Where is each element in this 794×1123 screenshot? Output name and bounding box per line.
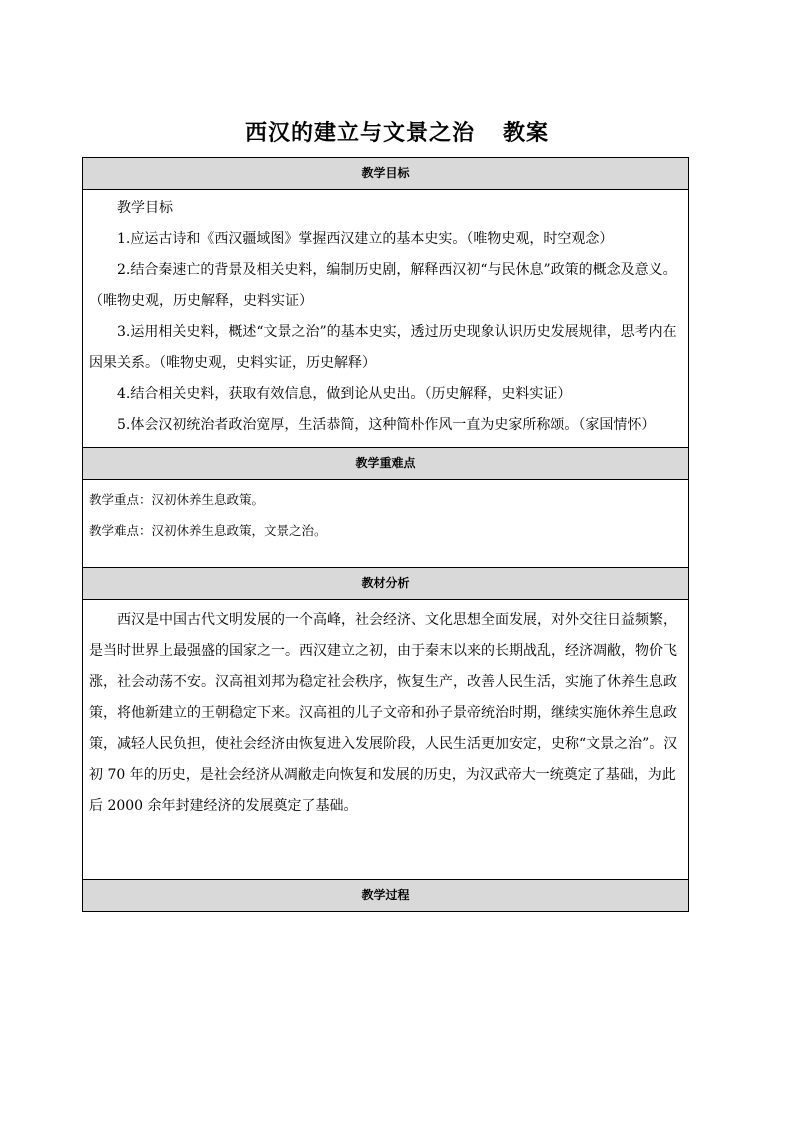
goals-line: 4.结合相关史料，获取有效信息，做到论从史出。（历史解释，史料实证） xyxy=(117,386,572,402)
goals-line: 教学目标 xyxy=(117,200,173,216)
title-main: 西汉的建立与文景之治 xyxy=(244,121,475,146)
keypoints-header: 教学重难点 xyxy=(83,448,688,480)
difficult-point: 教学难点：汉初休养生息政策，文景之治。 xyxy=(89,523,327,538)
title-suffix: 教案 xyxy=(503,121,550,146)
goals-line: 2.结合秦速亡的背景及相关史料，编制历史剧，解释西汉初“与民休息”政策的概念及意义。（唯物史观，历史解释，史料实证） xyxy=(89,262,677,309)
lesson-plan-table xyxy=(82,157,689,912)
analysis-body xyxy=(83,600,688,880)
goals-header: 教学目标 xyxy=(83,158,688,190)
process-header: 教学过程 xyxy=(83,880,688,911)
analysis-header: 教材分析 xyxy=(83,568,688,600)
goals-line: 5.体会汉初统治者政治宽厚，生活恭简，这种简朴作风一直为史家所称颂。（家国情怀） xyxy=(117,417,656,433)
analysis-text: 西汉是中国古代文明发展的一个高峰，社会经济、文化思想全面发展，对外交往日益频繁，是当时世界上最强盛的国家之一。西汉建立之初，由于秦末以来的长期战乱，经济凋敝，物价飞涨，社会动荡不安。汉高祖刘邦为稳定社会秩序，恢复生产，改善人民生活，实施了休养生息政策，将他新建立的王朝稳定下来。汉高祖的儿子文帝和孙子景帝统治时期，继续实施休养生息政策，减轻人民负担，使社会经济由恢复进入发展阶段，人民生活更加安定，史称“文景之治”。汉初 70 年的历史，是社会经济从凋敝走向恢复和发展的历史，为汉武帝大一统奠定了基础，为此后 2000 余年封建经济的发展奠定了基础。 xyxy=(89,612,678,814)
keypoints-body xyxy=(83,480,688,568)
goals-body xyxy=(83,190,688,448)
key-point: 教学重点：汉初休养生息政策。 xyxy=(89,492,265,507)
goals-line: 1.应运古诗和《西汉疆域图》掌握西汉建立的基本史实。（唯物史观，时空观念） xyxy=(117,231,614,247)
page-title xyxy=(0,116,794,147)
goals-line: 3.运用相关史料，概述“文景之治”的基本史实，透过历史现象认识历史发展规律，思考内在因果关系。（唯物史观，史料实证，历史解释） xyxy=(89,324,677,371)
